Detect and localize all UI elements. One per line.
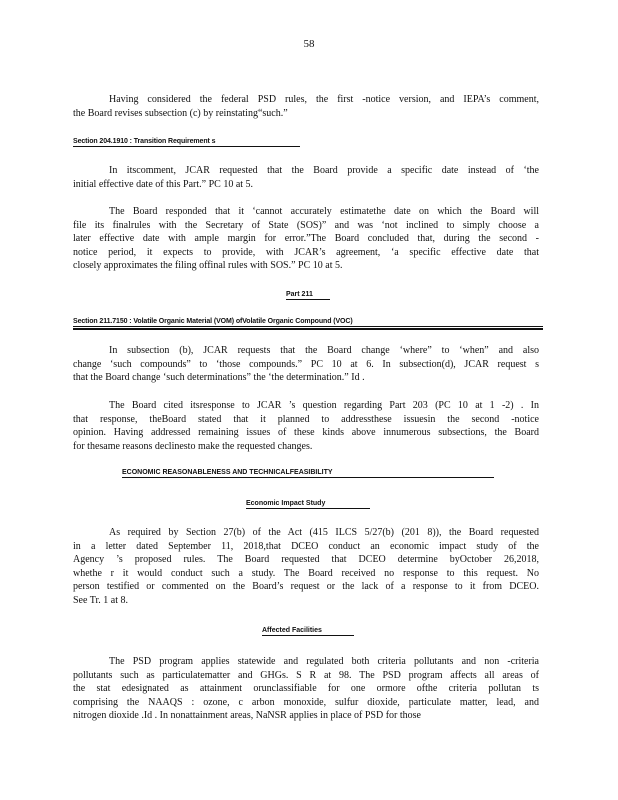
text-line: closely approximates the filing offinal rules with SOS.” PC 10 at 5. <box>73 260 343 272</box>
text-line: initial effective date of this Part.” PC 10 at 5. <box>73 178 254 190</box>
paragraph-subsection-b <box>73 344 539 385</box>
page-number: 58 <box>303 38 315 50</box>
paragraph-section-27b <box>73 526 539 608</box>
text-line: in a letter dated September 11, 2018,that DCEO conduct an economic impact study of the <box>73 540 539 552</box>
paragraph-jcar-effective-date <box>73 164 539 191</box>
text-line: The Board cited itsresponse to JCAR ’s question regarding Part 203 (PC 10 at 1 -2) . In <box>109 400 539 411</box>
text-line: later effective date with ample margin for error.”The Board concluded that, during the second - <box>73 233 539 245</box>
text-line: notice period, it expects to provide, with JCAR’s agreement, ‘a specific effective date that <box>73 246 539 258</box>
heading-affected-facilities: Affected Facilities <box>262 627 354 636</box>
paragraph-board-responded <box>73 205 539 273</box>
text-line: As required by Section 27(b) of the Act (415 ILCS 5/27(b) (201 8)), the Board requested <box>109 527 539 538</box>
text-line: the Board revises subsection (c) by reinstating“such.” <box>73 107 288 119</box>
text-line: the stat edesignated as attainment orunclassifiable for one ormore ofthe criteria pollutan ts <box>73 683 539 695</box>
part-heading-211: Part 211 <box>286 291 330 300</box>
text-line: In subsection (b), JCAR requests that the Board change ‘where” to ‘when” and also <box>109 345 539 356</box>
section-underline-rule <box>73 328 543 330</box>
section-heading-211-7150: Section 211.7150 : Volatile Organic Material (VOM) ofVolatile Organic Compound (VOC) <box>73 318 543 327</box>
text-line: Having considered the federal PSD rules, the first -notice version, and IEPA’s comment, <box>109 94 539 105</box>
text-line: nitrogen dioxide .Id . In nonattainment areas, NaNSR applies in place of PSD for those <box>73 710 421 722</box>
text-line: that response, theBoard stated that it planned to addressthese issuesin the second -notice <box>73 413 539 425</box>
text-line: file its finalrules with the Secretary of State (SOS)” and was ‘not inclined to simply choose a <box>73 219 539 231</box>
paragraph-board-cited <box>73 399 539 453</box>
text-line: change ‘such compounds” to ‘those compounds.” PC 10 at 6. In subsection(d), JCAR request s <box>73 358 539 370</box>
heading-economic-reasonableness: ECONOMIC REASONABLENESS AND TECHNICALFEASIBILITY <box>122 469 494 478</box>
heading-economic-impact-study: Economic Impact Study <box>246 500 370 509</box>
text-line: opinion. Having addressed remaining issues of these kinds above innumerous subsections, the Board <box>73 427 539 439</box>
text-line: See Tr. 1 at 8. <box>73 594 129 606</box>
section-heading-204-1910: Section 204.1910 : Transition Requirement s <box>73 138 300 147</box>
text-line: pollutants such as particulatematter and GHGs. S R at 98. The PSD program affects all areas of <box>73 669 539 681</box>
paragraph-psd-program <box>73 655 539 723</box>
text-line: for thesame reasons declinesto make the requested changes. <box>73 440 313 452</box>
paragraph-psd-rules <box>73 93 539 120</box>
text-line: whethe r it would conduct such a study. The Board received no response to this request. No <box>73 567 539 579</box>
text-line: The Board responded that it ‘cannot accurately estimatethe date on which the Board will <box>109 206 539 217</box>
text-line: The PSD program applies statewide and regulated both criteria pollutants and non -criteria <box>109 656 539 667</box>
text-line: In itscomment, JCAR requested that the Board provide a specific date instead of ‘the <box>109 165 539 176</box>
text-line: comprising the NAAQS : ozone, c arbon monoxide, sulfur dioxide, particulate matter, lead, and <box>73 696 539 708</box>
text-line: Agency ’s proposed rules. The Board requested that DCEO determine byOctober 26,2018, <box>73 554 539 566</box>
text-line: that the Board change ‘such determinations” the ‘the determination.” Id . <box>73 372 365 384</box>
text-line: person testified or commented on the Board’s request or the lack of a response to it from DCEO. <box>73 581 539 593</box>
